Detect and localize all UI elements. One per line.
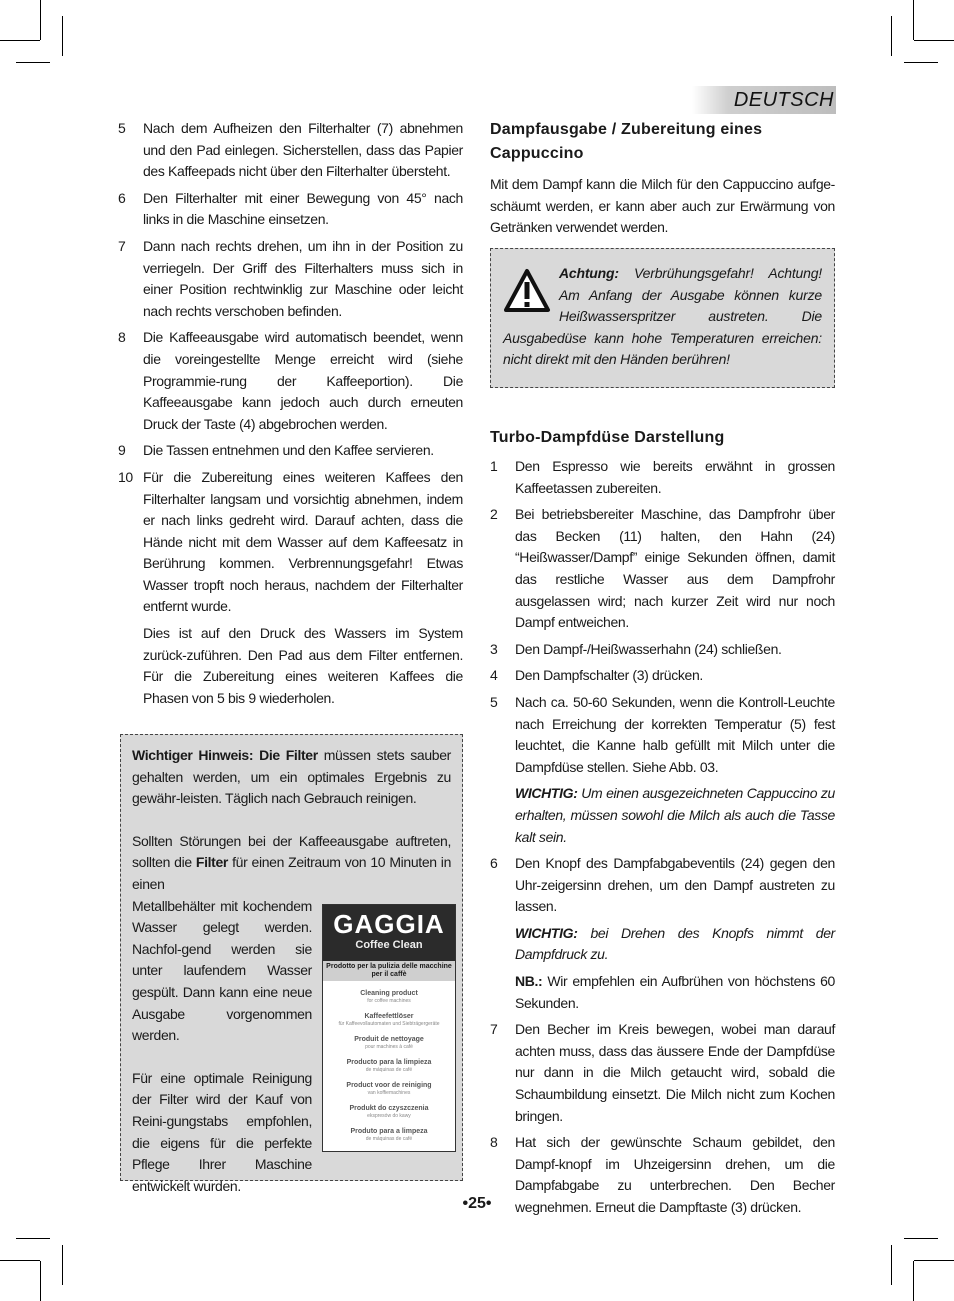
step-number: 7 [118, 237, 126, 254]
crop-mark [40, 0, 41, 40]
page-number: •25• [462, 1195, 492, 1212]
step-text: Nach dem Aufheizen den Filterhalter (7) abnehmen und den Pad einlegen. Sicherstellen, dass das Papier des Kaffeepads nicht über den Filterhalter übersteht. [143, 120, 463, 180]
important-label: WICHTIG: [515, 785, 578, 802]
list-item [490, 665, 835, 687]
package-line-title: Producto para la limpieza [346, 1059, 432, 1066]
crop-mark [16, 62, 50, 63]
package-line-sub: für Kaffeevollautomaten und Siebträgergeräte [338, 1021, 440, 1027]
important-text: bei Drehen des Knopfs nimmt der Dampfdruck zu. [515, 924, 835, 963]
crop-mark [891, 1245, 892, 1285]
step-number: 6 [118, 189, 126, 206]
note-paragraph [132, 831, 451, 896]
step-number: 9 [118, 442, 126, 459]
crop-mark [914, 40, 954, 41]
note-paragraph: Metallbehälter mit kochendem Wasser gelegt werden. Nachfol-gend werden sie unter laufendem Wasser gespült. Dann kann eine neue Ausgabe vorgenommen werden. [132, 897, 312, 1044]
package-line-title: Produit de nettoyage [354, 1036, 424, 1043]
crop-mark [40, 1261, 41, 1301]
crop-mark [891, 16, 892, 56]
nb-label: NB.: [515, 973, 543, 990]
step-number: 5 [118, 120, 126, 136]
list-item [118, 236, 463, 322]
step-text: Hat sich der gewünschte Schaum gebildet, den Dampf-knopf im Uhzeigersinn drehen, um die Dampfabgabe zu unterbrechen. Den Becher wegnehmen. Erneut die Dampftaste (3) drücken. [515, 1134, 835, 1215]
crop-mark [904, 1238, 938, 1239]
step-text: Nach ca. 50-60 Sekunden, wenn die Kontroll-Leuchte nach Erreichung der korrekten Temperatur (5) fest leuchtet, die Kanne halb gefüllt mit Milch unter die Dampfdüse stellen. Siehe Abb. 03. [515, 693, 835, 775]
right-column [490, 118, 835, 247]
package-line-sub: van koffiemachines [367, 1090, 411, 1096]
step-number: 5 [490, 693, 498, 710]
list-item [118, 188, 463, 231]
crop-mark [914, 1260, 954, 1261]
crop-mark [16, 1238, 50, 1239]
step-number: 10 [118, 468, 133, 485]
package-line-sub: pour machines à café [365, 1044, 413, 1050]
step-number: 2 [490, 506, 498, 523]
list-item [118, 118, 463, 183]
crop-mark [62, 16, 63, 56]
note-paragraph: Für eine optimale Reinigung der Filter wird der Kauf von Reini-gungstabs empfohlen, die eigens für die perfekte Pflege Ihrer Maschine entwickelt wurden. [132, 1069, 312, 1194]
list-item [118, 327, 463, 435]
step-number: 7 [490, 1021, 498, 1038]
step-text: Bei betriebsbereiter Maschine, das Dampfrohr über das Becken (11) halten, den Hahn (24) “Heißwasser/Dampf” einige Sekunden öffnen, damit das restliche Wasser aus dem Dampfrohr ausgelassen wird; nach kurzer Zeit wird nur noch Dampf entweichen. [515, 506, 835, 631]
important-text: Um einen ausgezeichneten Cappuccino zu erhalten, müssen sowohl die Milch als auch die Tasse kalt sein. [515, 785, 835, 845]
brand-logo: GAGGIA [333, 909, 445, 939]
step-number: 8 [490, 1134, 498, 1151]
warning-label: Achtung: [559, 265, 619, 281]
list-item [118, 467, 463, 618]
list-item [490, 639, 835, 661]
package-line-title: Kaffeefettlöser [364, 1013, 414, 1020]
coffee-clean-package-image [322, 904, 456, 1152]
important-note [490, 783, 835, 848]
package-line-title: Product voor de reiniging [346, 1082, 432, 1089]
list-item [490, 1019, 835, 1127]
important-label: WICHTIG: [515, 924, 578, 941]
product-name: Coffee Clean [355, 939, 423, 951]
step-number: 1 [490, 458, 498, 474]
nb-text: Wir empfehlen ein Aufbrühen von höchstens 60 Sekunden. [515, 973, 835, 1011]
note-paragraph [132, 745, 451, 810]
crop-mark [904, 62, 938, 63]
crop-mark [62, 1245, 63, 1285]
step-number: 3 [490, 640, 498, 657]
package-line [323, 1127, 455, 1142]
note-text: müssen stets sauber gehalten werden, um ein optimales Ergebnis zu gewähr-leisten. Täglich nach Gebrauch reinigen. [132, 747, 451, 807]
step-text: Den Dampfschalter (3) drücken. [515, 667, 703, 684]
note-bold: Wichtiger Hinweis: Die Filter [132, 747, 318, 763]
list-item [490, 456, 835, 499]
package-line-sub: ekspresów do kawy [367, 1113, 411, 1119]
package-line-title: Cleaning product [360, 990, 418, 997]
note-text: für einen Zeitraum von 10 Minuten in einen [132, 854, 452, 892]
package-line [323, 989, 455, 1004]
note-bold: Filter [195, 854, 229, 871]
right-column-lower [490, 426, 835, 1224]
list-item [490, 692, 835, 778]
step-text: Den Knopf des Dampfabgabeventils (24) gegen den Uhr-zeigersinn drehen, um den Dampf austreten zu lassen. [515, 855, 835, 915]
left-column [118, 118, 463, 714]
package-line [323, 1035, 455, 1050]
list-item [118, 440, 463, 462]
section-heading: Turbo-Dampfdüse Darstellung [490, 429, 725, 446]
package-line-title: Produto para a limpeza [350, 1128, 428, 1135]
warning-text: Verbrühungsgefahr! Achtung! Am Anfang der Ausgabe können kurze Heißwasserspritzer austreten. Die Ausgabedüse kann hohe Temperaturen erreichen: nicht direkt mit den Händen berühren! [503, 265, 822, 368]
list-item [490, 504, 835, 634]
step-text: Die Kaffeeausgabe wird automatisch beendet, wenn die voreingestellte Menge erreicht wird (siehe Programmie-rung der Kaffeeportion). Die Kaffeeausgabe kann jedoch auch durch erneuten Druck der Taste (4) abgebrochen werden. [143, 329, 463, 432]
crop-mark [913, 1261, 914, 1301]
package-line-title: Produkt do czyszczenia [349, 1105, 429, 1112]
package-line [323, 1081, 455, 1096]
step-text: Dann nach rechts drehen, um ihn in der Position zu verriegeln. Der Griff des Filterhalters muss sich in einer Position rechtwinklig zur Maschine oder leicht nach rechts verschoben befinden. [143, 237, 463, 319]
list-item [490, 853, 835, 918]
step-number: 8 [118, 329, 126, 346]
step-number: 4 [490, 667, 498, 684]
package-line [323, 1012, 455, 1027]
language-label: DEUTSCH [733, 89, 834, 111]
nb-note [490, 971, 835, 1014]
step-text: Den Filterhalter mit einer Bewegung von 45° nach links in die Maschine einsetzen. [143, 189, 463, 228]
package-line [323, 1058, 455, 1073]
step-text: Die Tassen entnehmen und den Kaffee servieren. [143, 442, 434, 459]
intro-paragraph: Mit dem Dampf kann die Milch für den Cappuccino aufge-schäumt werden, er kann aber auch zur Erwärmung von Getränken verwendet werden. [490, 176, 835, 236]
step-text: Den Dampf-/Heißwasserhahn (24) schließen. [515, 640, 782, 657]
language-tab [692, 86, 836, 114]
section-heading: Dampfausgabe / Zubereitung eines Cappuccino [490, 121, 763, 162]
package-line [323, 1104, 455, 1119]
package-line-sub: for coffee machines [367, 998, 411, 1004]
important-note [490, 923, 835, 966]
step-text: Den Becher im Kreis bewegen, wobei man darauf achten muss, dass das äussere Ende der Dampfdüse nur dann in die Milch getaucht wird, sobald die Schaumbildung einsetzt. Die Milch nicht zum Kochen bringen. [515, 1021, 835, 1124]
step-number: 6 [490, 855, 498, 872]
package-header [323, 905, 455, 961]
crop-mark [0, 40, 40, 41]
step-text: Den Espresso wie bereits erwähnt in grossen Kaffeetassen zubereiten. [515, 458, 835, 496]
warning-box [490, 248, 835, 388]
crop-mark [0, 1260, 40, 1261]
package-line-sub: de máquinas de café [365, 1136, 413, 1142]
note-text: Sollten Störungen bei der Kaffeeausgabe auftreten, sollten die [132, 832, 451, 871]
step-text: Für die Zubereitung eines weiteren Kaffees den Filterhalter langsam und vorsichtig abnehmen, indem er nach links gedreht wird. Darauf achten, dass die Hände nicht mit dem Wasser auf dem Kaffeesatz in Berührung kommen. Verbrennungsgefahr! Etwas Wasser tropft noch heraus, nachdem der Filterhalter entfernt wurde. [143, 468, 463, 615]
warning-triangle-icon [503, 267, 551, 315]
package-band: Prodotto per la pulizia delle macchine per il caffè [323, 961, 455, 981]
crop-mark [913, 0, 914, 40]
step-continuation: Dies ist auf den Druck des Wassers im System zurück-zuführen. Den Pad aus dem Filter entfernen. Für die Zubereitung eines weiteren Kaffees die Phasen von 5 bis 9 wiederholen. [143, 625, 463, 706]
package-line-sub: de máquinas de café [365, 1067, 413, 1073]
